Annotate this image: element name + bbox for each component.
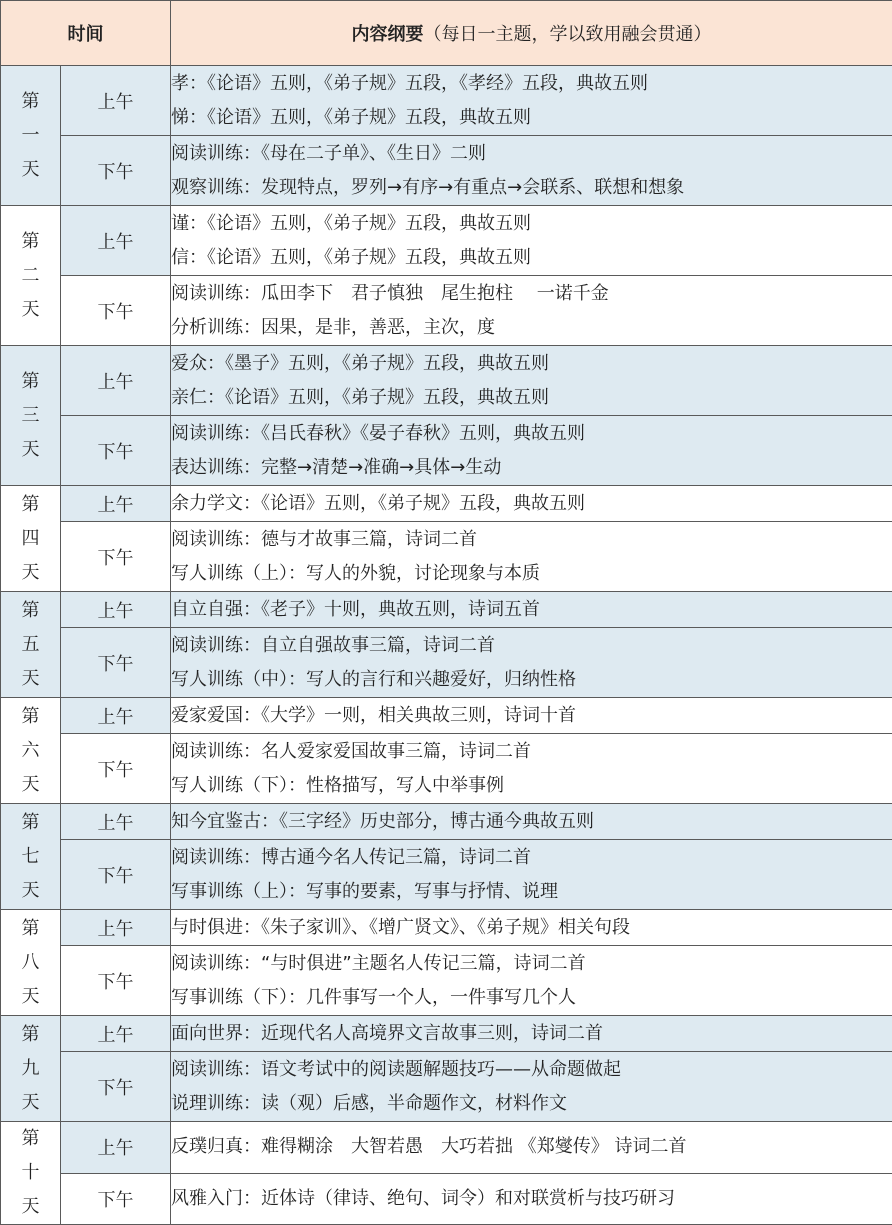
- day-label-char: 四: [1, 522, 60, 556]
- day-label-char: 第: [1, 1122, 60, 1156]
- day-3-morning-row: [1, 346, 892, 416]
- day-label: [1, 346, 61, 486]
- morning-content: [171, 698, 892, 734]
- day-label-char: 第: [1, 806, 60, 840]
- day-label-char: 七: [1, 840, 60, 874]
- content-line: 知今宜鉴古：《三字经》历史部分，博古通今典故五则: [171, 805, 892, 839]
- morning-content: [171, 206, 892, 276]
- content-line: 写事训练（上）：写事的要素，写事与抒情、说理: [171, 875, 892, 909]
- afternoon-period: 下午: [61, 136, 171, 206]
- header-content: [171, 1, 892, 66]
- day-label-char: 二: [1, 259, 60, 293]
- content-line: 阅读训练：自立自强故事三篇，诗词二首: [171, 629, 892, 663]
- content-line: 信：《论语》五则，《弟子规》五段，典故五则: [171, 241, 892, 275]
- content-line: 阅读训练：德与才故事三篇，诗词二首: [171, 523, 892, 557]
- morning-period: 上午: [61, 698, 171, 734]
- afternoon-content: [171, 136, 892, 206]
- content-line: 孝：《论语》五则，《弟子规》五段，《孝经》五段，典故五则: [171, 67, 892, 101]
- day-8-morning-row: [1, 910, 892, 946]
- day-7-morning-row: [1, 804, 892, 840]
- morning-content: [171, 1016, 892, 1052]
- day-label-char: 三: [1, 399, 60, 433]
- header-content-note: （每日一主题，学以致用融会贯通）: [424, 24, 712, 45]
- content-line: 写人训练（下）：性格描写，写人中举事例: [171, 769, 892, 803]
- content-line: 阅读训练：语文考试中的阅读题解题技巧——从命题做起: [171, 1053, 892, 1087]
- afternoon-period: 下午: [61, 1052, 171, 1122]
- content-line: 阅读训练：《吕氏春秋》《晏子春秋》五则，典故五则: [171, 417, 892, 451]
- content-line: 分析训练：因果，是非，善恶，主次，度: [171, 311, 892, 345]
- content-line: 观察训练：发现特点，罗列→有序→有重点→会联系、联想和想象: [171, 171, 892, 205]
- afternoon-period: 下午: [61, 276, 171, 346]
- day-10-morning-row: [1, 1122, 892, 1174]
- afternoon-period: 下午: [61, 416, 171, 486]
- day-label-char: 天: [1, 980, 60, 1014]
- day-label-char: 天: [1, 293, 60, 327]
- content-line: 亲仁：《论语》五则，《弟子规》五段，典故五则: [171, 381, 892, 415]
- content-line: 阅读训练：瓜田李下 君子慎独 尾生抱柱 一诺千金: [171, 277, 892, 311]
- morning-content: [171, 1122, 892, 1174]
- content-line: 说理训练：读（观）后感，半命题作文，材料作文: [171, 1087, 892, 1121]
- day-label-char: 第: [1, 225, 60, 259]
- content-line: 与时俱进：《朱子家训》、《增广贤文》、《弟子规》相关句段: [171, 911, 892, 945]
- afternoon-period: 下午: [61, 734, 171, 804]
- morning-period: 上午: [61, 486, 171, 522]
- day-label-char: 天: [1, 874, 60, 908]
- afternoon-content: [171, 840, 892, 910]
- morning-period: 上午: [61, 1122, 171, 1174]
- afternoon-content: [171, 276, 892, 346]
- day-1-afternoon-row: [1, 136, 892, 206]
- day-9-morning-row: [1, 1016, 892, 1052]
- day-label: [1, 592, 61, 698]
- content-line: 面向世界：近现代名人高境界文言故事三则，诗词二首: [171, 1017, 892, 1051]
- day-10-afternoon-row: [1, 1173, 892, 1225]
- day-label-char: 一: [1, 119, 60, 153]
- day-5-morning-row: [1, 592, 892, 628]
- content-line: 爱家爱国：《大学》一则，相关典故三则，诗词十首: [171, 699, 892, 733]
- day-label-char: 天: [1, 662, 60, 696]
- content-line: 写事训练（下）：几件事写一个人，一件事写几个人: [171, 981, 892, 1015]
- content-line: 表达训练：完整→清楚→准确→具体→生动: [171, 451, 892, 485]
- afternoon-period: 下午: [61, 946, 171, 1016]
- morning-period: 上午: [61, 592, 171, 628]
- morning-content: [171, 66, 892, 136]
- header-time: 时间: [1, 1, 171, 66]
- day-label-char: 第: [1, 488, 60, 522]
- day-label: [1, 1016, 61, 1122]
- afternoon-period: 下午: [61, 1173, 171, 1225]
- day-label: [1, 206, 61, 346]
- morning-period: 上午: [61, 206, 171, 276]
- day-4-afternoon-row: [1, 522, 892, 592]
- day-label-char: 第: [1, 594, 60, 628]
- afternoon-content: [171, 946, 892, 1016]
- content-line: 余力学文：《论语》五则，《弟子规》五段，典故五则: [171, 487, 892, 521]
- day-label-char: 第: [1, 85, 60, 119]
- afternoon-content: [171, 416, 892, 486]
- day-3-afternoon-row: [1, 416, 892, 486]
- day-6-afternoon-row: [1, 734, 892, 804]
- header-row: [1, 1, 892, 66]
- afternoon-content: [171, 522, 892, 592]
- day-label: [1, 486, 61, 592]
- afternoon-period: 下午: [61, 840, 171, 910]
- day-label-char: 天: [1, 1086, 60, 1120]
- day-2-morning-row: [1, 206, 892, 276]
- day-label-char: 九: [1, 1052, 60, 1086]
- morning-content: [171, 804, 892, 840]
- day-9-afternoon-row: [1, 1052, 892, 1122]
- morning-content: [171, 592, 892, 628]
- morning-period: 上午: [61, 66, 171, 136]
- day-label-char: 天: [1, 433, 60, 467]
- content-line: 阅读训练：《母在二子单》、《生日》二则: [171, 137, 892, 171]
- afternoon-content: [171, 628, 892, 698]
- day-label: [1, 804, 61, 910]
- day-5-afternoon-row: [1, 628, 892, 698]
- content-line: 阅读训练：“与时俱进”主题名人传记三篇，诗词二首: [171, 947, 892, 981]
- afternoon-period: 下午: [61, 522, 171, 592]
- day-label: [1, 910, 61, 1016]
- day-6-morning-row: [1, 698, 892, 734]
- content-line: 爱众：《墨子》五则，《弟子规》五段，典故五则: [171, 347, 892, 381]
- morning-content: [171, 346, 892, 416]
- day-2-afternoon-row: [1, 276, 892, 346]
- afternoon-period: 下午: [61, 628, 171, 698]
- content-line: 自立自强：《老子》十则，典故五则，诗词五首: [171, 593, 892, 627]
- content-line: 风雅入门：近体诗（律诗、绝句、词令）和对联赏析与技巧研习: [171, 1182, 892, 1216]
- day-1-morning-row: [1, 66, 892, 136]
- day-label: [1, 66, 61, 206]
- day-label-char: 十: [1, 1156, 60, 1190]
- day-label-char: 天: [1, 556, 60, 590]
- day-label: [1, 1122, 61, 1225]
- day-label-char: 天: [1, 153, 60, 187]
- day-8-afternoon-row: [1, 946, 892, 1016]
- schedule-body: [1, 66, 892, 1225]
- day-label-char: 第: [1, 912, 60, 946]
- day-label-char: 天: [1, 1190, 60, 1224]
- day-label-char: 天: [1, 768, 60, 802]
- day-label-char: 八: [1, 946, 60, 980]
- day-4-morning-row: [1, 486, 892, 522]
- day-label: [1, 698, 61, 804]
- afternoon-content: [171, 1052, 892, 1122]
- day-label-char: 第: [1, 700, 60, 734]
- morning-period: 上午: [61, 804, 171, 840]
- content-line: 谨：《论语》五则，《弟子规》五段，典故五则: [171, 207, 892, 241]
- content-line: 阅读训练：博古通今名人传记三篇，诗词二首: [171, 841, 892, 875]
- afternoon-content: [171, 1173, 892, 1225]
- header-content-title: 内容纲要: [352, 24, 424, 45]
- day-label-char: 六: [1, 734, 60, 768]
- day-label-char: 第: [1, 1018, 60, 1052]
- content-line: 写人训练（中）：写人的言行和兴趣爱好，归纳性格: [171, 663, 892, 697]
- morning-period: 上午: [61, 346, 171, 416]
- day-7-afternoon-row: [1, 840, 892, 910]
- morning-content: [171, 910, 892, 946]
- morning-period: 上午: [61, 1016, 171, 1052]
- day-label-char: 五: [1, 628, 60, 662]
- content-line: 阅读训练：名人爱家爱国故事三篇，诗词二首: [171, 735, 892, 769]
- morning-period: 上午: [61, 910, 171, 946]
- content-line: 反璞归真：难得糊涂 大智若愚 大巧若拙 《郑燮传》 诗词二首: [171, 1130, 892, 1164]
- day-label-char: 第: [1, 365, 60, 399]
- content-line: 写人训练（上）：写人的外貌，讨论现象与本质: [171, 557, 892, 591]
- afternoon-content: [171, 734, 892, 804]
- content-line: 悌：《论语》五则，《弟子规》五段，典故五则: [171, 101, 892, 135]
- morning-content: [171, 486, 892, 522]
